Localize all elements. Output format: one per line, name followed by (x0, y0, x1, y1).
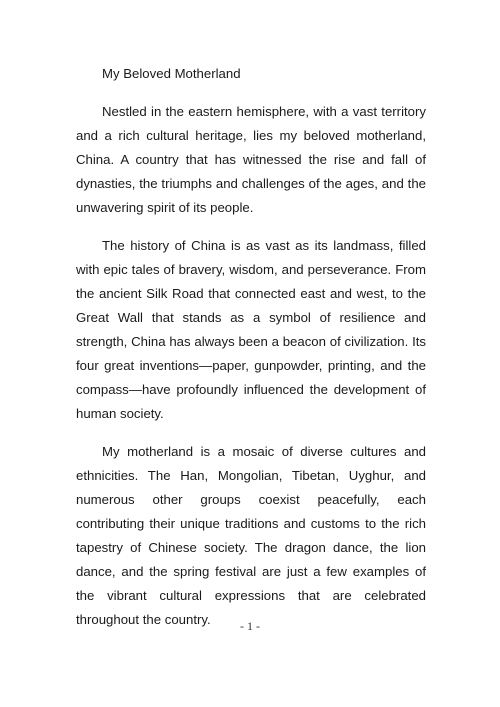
document-body (76, 62, 426, 646)
page-number: - 1 - (240, 619, 260, 633)
document-title: My Beloved Motherland (102, 66, 241, 81)
paragraph-1: Nestled in the eastern hemisphere, with a vast territory and a rich cultural heritage, lies my beloved motherland, China. A country that has witnessed the rise and fall of dynasties, the triumphs and challenges of the ages, and the unwavering spirit of its people. (76, 104, 426, 215)
paragraph-2: The history of China is as vast as its landmass, filled with epic tales of bravery, wisdom, and perseverance. From the ancient Silk Road that connected east and west, to the Great Wall that stands as a symbol of resilience and strength, China has always been a beacon of civilization. Its four great inventions—paper, gunpowder, printing, and the compass—have profoundly influenced the development of human society. (76, 238, 426, 421)
paragraph-3: My motherland is a mosaic of diverse cultures and ethnicities. The Han, Mongolian, Tibetan, Uyghur, and numerous other groups coexist peacefully, each contributing their unique traditions and customs to the rich tapestry of Chinese society. The dragon dance, the lion dance, and the spring festival are just a few examples of the vibrant cultural expressions that are celebrated throughout the country. (76, 444, 426, 627)
